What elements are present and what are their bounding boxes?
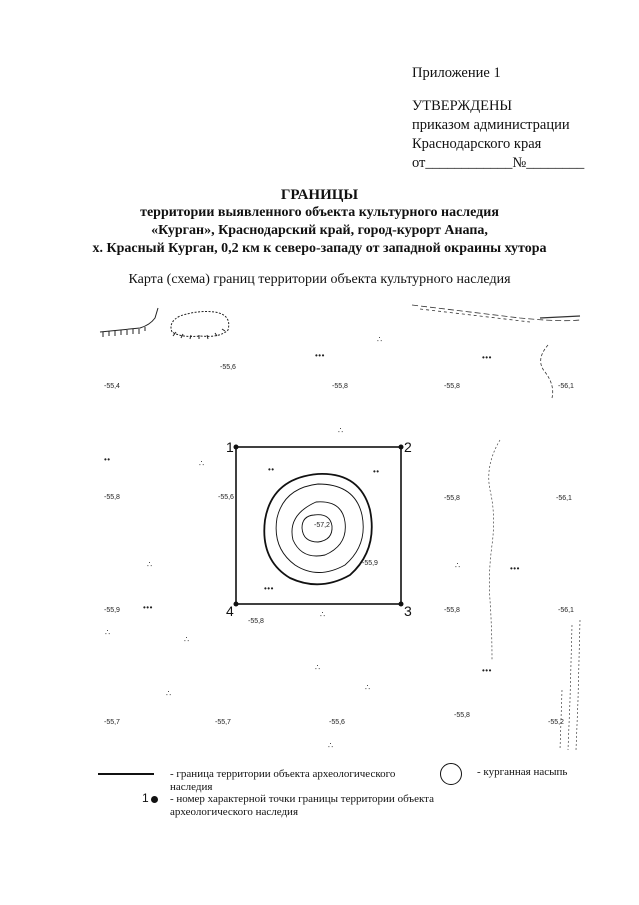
- svg-text:∴: ∴: [166, 689, 172, 698]
- elevation-mark: -57,2: [314, 522, 330, 529]
- legend-mound-text: - курганная насыпь: [477, 766, 568, 778]
- title-line-1: территории выявленного объекта культурного наследия: [140, 205, 499, 220]
- order-line-1: приказом администрации: [412, 117, 570, 133]
- elevation-mark: -55,8: [332, 383, 348, 390]
- elevation-mark: -55,2: [548, 719, 564, 726]
- title-line-3: х. Красный Курган, 0,2 км к северо-западу от западной окраины хутора: [92, 241, 547, 256]
- order-line-3: от____________№________: [412, 155, 585, 171]
- svg-text:∴: ∴: [199, 459, 205, 468]
- boundary-line-symbol: [98, 773, 154, 775]
- map-caption: Карта (схема) границ территории объекта культурного наследия: [128, 272, 511, 287]
- legend-point-number: 1: [142, 791, 149, 805]
- svg-text:∴: ∴: [105, 628, 111, 637]
- elevation-mark: -55,6: [220, 364, 236, 371]
- svg-text:•••: •••: [315, 351, 325, 360]
- title-main: ГРАНИЦЫ: [280, 187, 359, 203]
- legend-boundary-text: - граница территории объекта археологического наследия: [170, 768, 396, 793]
- svg-text:•••: •••: [482, 666, 492, 675]
- boundary-point-4: [234, 602, 239, 607]
- svg-text:∴: ∴: [455, 561, 461, 570]
- boundary-point-2: [399, 445, 404, 450]
- elevation-mark: -55,7: [215, 719, 231, 726]
- point-label-2: 2: [404, 439, 412, 455]
- elevation-mark: -55,9: [362, 560, 378, 567]
- elevation-mark: -55,6: [329, 719, 345, 726]
- svg-text:••: ••: [373, 467, 380, 476]
- elevation-mark: -55,8: [444, 383, 460, 390]
- svg-text:∴: ∴: [365, 683, 371, 692]
- svg-text:••: ••: [268, 465, 275, 474]
- order-line-2: Краснодарского края: [412, 136, 542, 152]
- svg-text:•••: •••: [510, 564, 520, 573]
- svg-text:∴: ∴: [338, 426, 344, 435]
- vegetation-symbols: [104, 335, 520, 750]
- elevation-mark: -55,4: [104, 383, 120, 390]
- point-label-3: 3: [404, 603, 412, 619]
- site-map: [0, 296, 639, 766]
- approved-label: УТВЕРЖДЕНЫ: [412, 98, 513, 114]
- mound-symbol: [440, 763, 462, 785]
- svg-text:•••: •••: [482, 353, 492, 362]
- field-edge-right: [489, 440, 580, 750]
- elevation-mark: -56,1: [556, 495, 572, 502]
- title-line-2: «Курган», Краснодарский край, город-курорт Анапа,: [151, 223, 488, 238]
- svg-text:∴: ∴: [328, 741, 334, 750]
- elevation-mark: -56,1: [558, 607, 574, 614]
- boundary-point-3: [399, 602, 404, 607]
- svg-text:∴: ∴: [320, 610, 326, 619]
- boundary-point-1: [234, 445, 239, 450]
- approval-block: [412, 64, 627, 173]
- elevation-mark: -55,8: [444, 607, 460, 614]
- svg-text:∴: ∴: [147, 560, 153, 569]
- svg-text:∴: ∴: [315, 663, 321, 672]
- legend-point-text: - номер характерной точки границы территории объекта археологического наследия: [170, 793, 434, 818]
- point-dot-symbol: [151, 796, 158, 803]
- appendix-label: Приложение 1: [412, 65, 501, 81]
- elevation-mark: -55,8: [104, 494, 120, 501]
- elevation-mark: -55,8: [248, 618, 264, 625]
- elevation-mark: -56,1: [558, 383, 574, 390]
- elevation-mark: -55,9: [104, 607, 120, 614]
- escarpment-left: [100, 308, 229, 339]
- point-label-4: 4: [226, 603, 234, 619]
- elevation-mark: -55,7: [104, 719, 120, 726]
- svg-text:•••: •••: [143, 603, 153, 612]
- mound-contours: [264, 474, 371, 584]
- svg-text:•••: •••: [264, 584, 274, 593]
- elevation-mark: -55,6: [218, 494, 234, 501]
- elevation-mark: -55,8: [454, 712, 470, 719]
- svg-text:∴: ∴: [377, 335, 383, 344]
- road-top-right: [412, 305, 580, 398]
- document-title: [0, 186, 639, 258]
- elevation-mark: -55,8: [444, 495, 460, 502]
- svg-text:••: ••: [104, 455, 111, 464]
- point-label-1: 1: [226, 439, 234, 455]
- svg-text:∴: ∴: [184, 635, 190, 644]
